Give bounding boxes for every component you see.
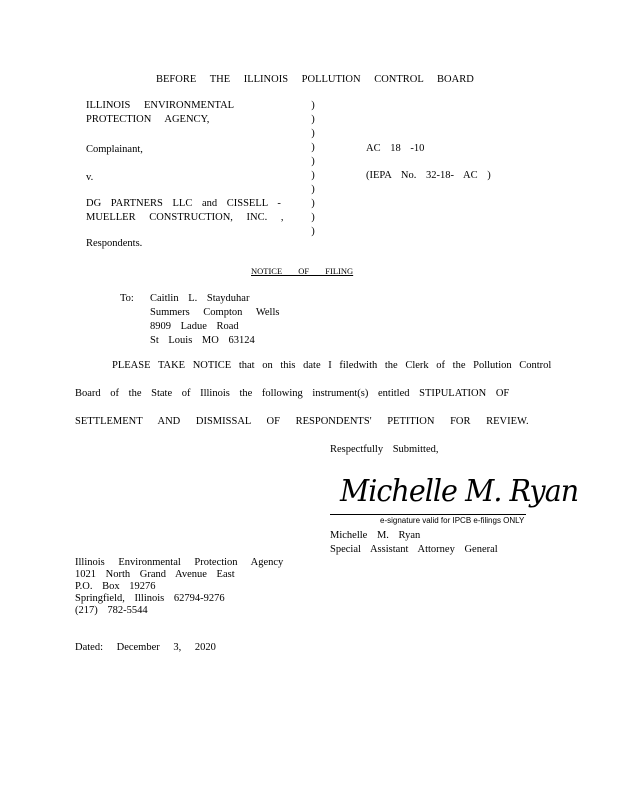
complainant-role: Complainant, [86, 144, 143, 155]
dated-line: Dated: December 3, 2020 [75, 642, 216, 653]
agency-street: 1021 North Grand Avenue East [75, 569, 235, 580]
case-number: AC 18 -10 [366, 143, 425, 154]
caption-heading: BEFORE THE ILLINOIS POLLUTION CONTROL BOARD [156, 74, 474, 85]
agency-city: Springfield, Illinois 62794-9276 [75, 593, 225, 604]
caption-paren: ) [311, 212, 315, 223]
signer-name: Michelle M. Ryan [330, 530, 421, 541]
caption-paren: ) [311, 226, 315, 237]
versus-label: v. [86, 172, 94, 183]
e-signature-note: e-signature valid for IPCB e-filings ONLY [380, 516, 525, 525]
agency-phone: (217) 782-5544 [75, 605, 148, 616]
signature-line [330, 514, 526, 515]
caption-paren: ) [311, 142, 315, 153]
iepa-number: (IEPA No. 32-18- AC ) [366, 170, 491, 181]
signature-image: Michelle M. Ryan [340, 474, 579, 509]
respondent-name-line2: MUELLER CONSTRUCTION, INC. , [86, 212, 284, 223]
notice-body-line2: Board of the State of Illinois the following instrument(s) entitled STIPULATION OF [75, 388, 510, 399]
to-label: To: [120, 293, 134, 304]
recipient-firm: Summers Compton Wells [150, 307, 280, 318]
caption-paren: ) [311, 128, 315, 139]
agency-po-box: P.O. Box 19276 [75, 581, 156, 592]
caption-paren: ) [311, 170, 315, 181]
complainant-name-line1: ILLINOIS ENVIRONMENTAL [86, 100, 235, 111]
caption-paren: ) [311, 156, 315, 167]
respondent-name-line1: DG PARTNERS LLC and CISSELL - [86, 198, 281, 209]
recipient-city: St Louis MO 63124 [150, 335, 255, 346]
caption-paren: ) [311, 114, 315, 125]
respondent-role: Respondents. [86, 238, 143, 249]
signer-title: Special Assistant Attorney General [330, 544, 498, 555]
complainant-name-line2: PROTECTION AGENCY, [86, 114, 210, 125]
caption-paren: ) [311, 184, 315, 195]
caption-paren: ) [311, 100, 315, 111]
caption-paren: ) [311, 198, 315, 209]
closing-text: Respectfully Submitted, [330, 444, 439, 455]
notice-body-line1: PLEASE TAKE NOTICE that on this date I filedwith the Clerk of the Pollution Control [112, 360, 552, 371]
notice-of-filing-title: NOTICE OF FILING [251, 266, 354, 276]
agency-name: Illinois Environmental Protection Agency [75, 557, 284, 568]
recipient-street: 8909 Ladue Road [150, 321, 239, 332]
notice-body-line3: SETTLEMENT AND DISMISSAL OF RESPONDENTS' PETITION FOR REVIEW. [75, 416, 529, 427]
recipient-name: Caitlin L. Stayduhar [150, 293, 250, 304]
